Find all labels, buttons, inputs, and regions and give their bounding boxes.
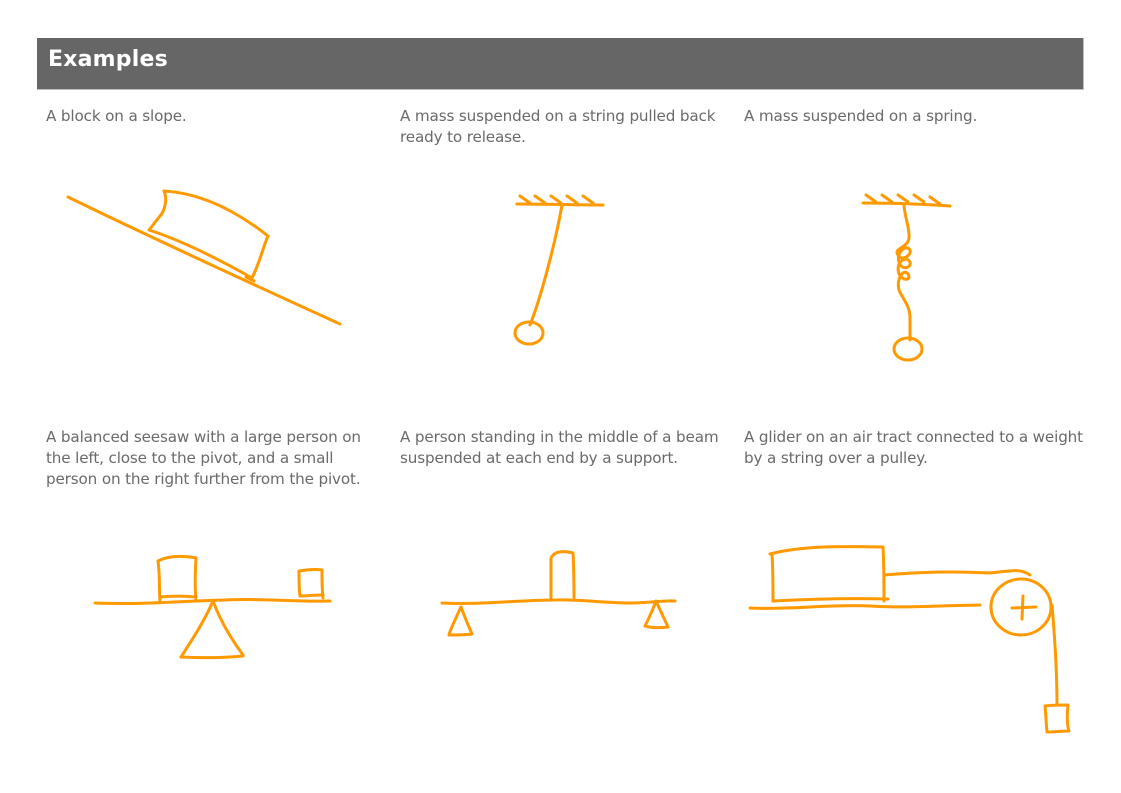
beam-on-supports-drawing: [442, 552, 675, 635]
example-caption-3: A mass suspended on a spring.: [744, 107, 978, 125]
section-header: [37, 38, 1084, 90]
example-caption-6: A glider on an air tract connected to a weight by a string over a pulley.: [744, 428, 1083, 467]
seesaw-drawing: [95, 556, 330, 657]
pendulum-drawing: [515, 196, 603, 344]
glider-pulley-drawing: [750, 547, 1069, 732]
example-caption-5: A person standing in the middle of a beam suspended at each end by a support.: [400, 428, 719, 467]
section-title: Examples: [48, 47, 168, 72]
example-caption-4: A balanced seesaw with a large person on the left, close to the pivot, and a small person on the right further from the pivot.: [46, 428, 361, 488]
example-caption-2: A mass suspended on a string pulled back ready to release.: [400, 107, 716, 146]
example-caption-1: A block on a slope.: [46, 107, 187, 125]
block-on-slope-drawing: [68, 191, 340, 324]
mass-on-spring-drawing: [863, 195, 950, 360]
